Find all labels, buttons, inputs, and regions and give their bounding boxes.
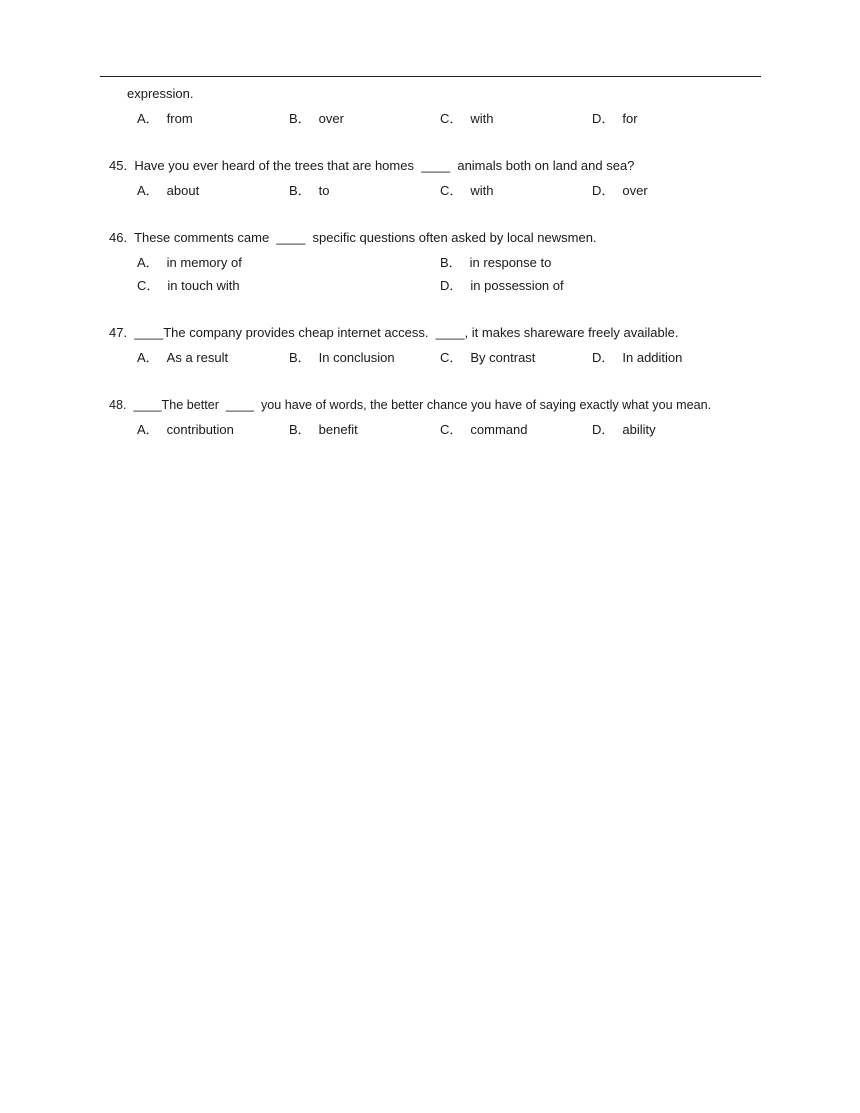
header-rule bbox=[100, 76, 761, 77]
option-b[interactable]: B． in response to bbox=[440, 255, 552, 270]
option-c[interactable]: C． in touch with bbox=[137, 278, 240, 293]
option-d[interactable]: D． In addition bbox=[592, 350, 683, 365]
option-a[interactable]: A． in memory of bbox=[137, 255, 242, 270]
option-c[interactable]: C． with bbox=[440, 183, 494, 198]
option-b[interactable]: B． to bbox=[289, 183, 330, 198]
question-45 bbox=[109, 158, 634, 174]
option-a[interactable]: A． about bbox=[137, 183, 200, 198]
option-d[interactable]: D． over bbox=[592, 183, 648, 198]
question-stem: ____The better ____ you have of words, the better chance you have of saying exactly what you mean. bbox=[133, 398, 712, 412]
question-44-continuation: expression. bbox=[127, 86, 194, 101]
question-stem: These comments came ____ specific questions often asked by local newsmen. bbox=[134, 230, 597, 245]
question-stem: ____The company provides cheap internet access. ____, it makes shareware freely available. bbox=[134, 325, 679, 340]
option-b[interactable]: B． over bbox=[289, 111, 344, 126]
option-d[interactable]: D． ability bbox=[592, 422, 656, 437]
question-number: 47. bbox=[109, 325, 128, 340]
question-48 bbox=[109, 397, 711, 413]
question-number: 46. bbox=[109, 230, 128, 245]
question-number: 48. bbox=[109, 398, 127, 412]
option-a[interactable]: A． contribution bbox=[137, 422, 234, 437]
option-c[interactable]: C． with bbox=[440, 111, 494, 126]
option-d[interactable]: D． in possession of bbox=[440, 278, 564, 293]
option-c[interactable]: C． command bbox=[440, 422, 528, 437]
option-c[interactable]: C． By contrast bbox=[440, 350, 536, 365]
question-number: 45. bbox=[109, 158, 128, 173]
option-a[interactable]: A． from bbox=[137, 111, 193, 126]
option-b[interactable]: B． In conclusion bbox=[289, 350, 395, 365]
option-b[interactable]: B． benefit bbox=[289, 422, 358, 437]
option-a[interactable]: A． As a result bbox=[137, 350, 229, 365]
question-46 bbox=[109, 230, 597, 246]
question-47 bbox=[109, 325, 678, 341]
option-d[interactable]: D． for bbox=[592, 111, 638, 126]
question-stem: Have you ever heard of the trees that are homes ____ animals both on land and sea? bbox=[134, 158, 635, 173]
